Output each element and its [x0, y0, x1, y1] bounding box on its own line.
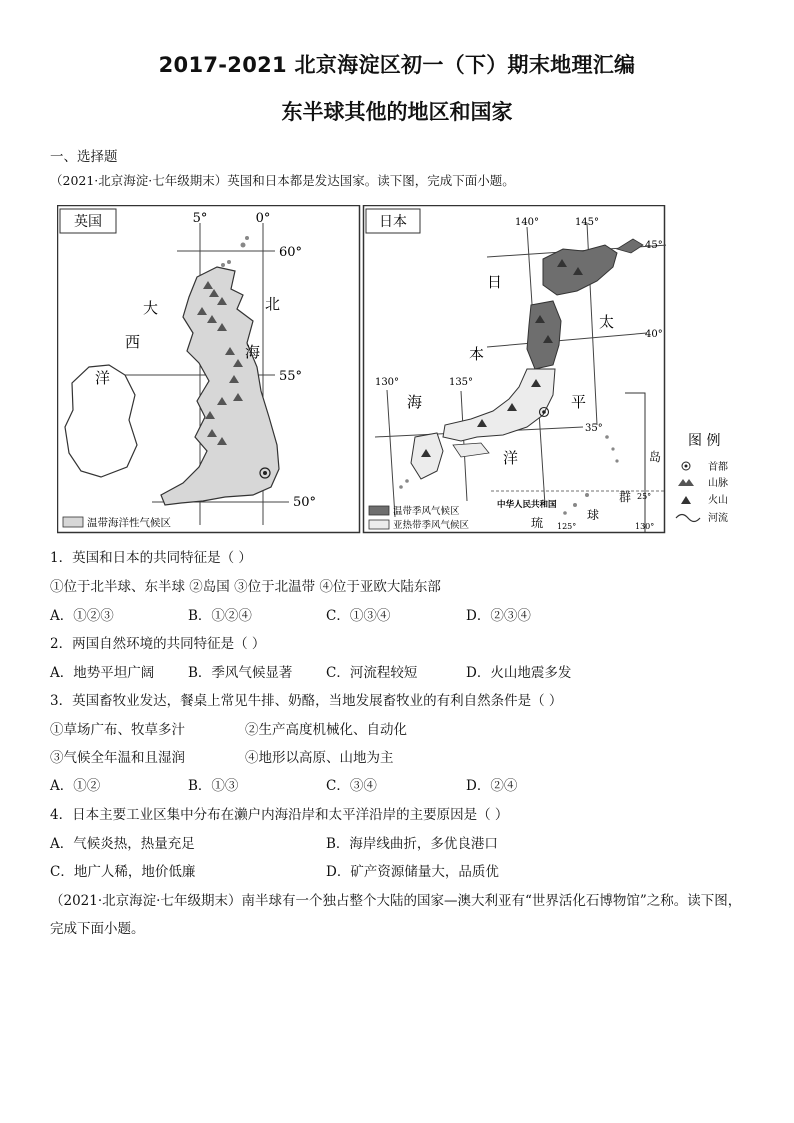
q3-statement-4: ④地形以高原、山地为主	[245, 750, 394, 766]
jp-lat: 35°	[585, 423, 603, 434]
q3-option-c[interactable]: C．③④	[326, 778, 377, 794]
uk-lat-55: 55°	[279, 369, 303, 384]
jp-legend-temperate: 温带季风气候区	[393, 506, 460, 517]
legend-title: 图 例	[688, 433, 721, 449]
q3-statement-2: ②生产高度机械化、自动化	[245, 722, 407, 738]
q1-option-b[interactable]: B．①②④	[188, 608, 252, 624]
map-legend	[672, 428, 742, 533]
page-title: 2017-2021 北京海淀区初一（下）期末地理汇编	[158, 53, 636, 77]
q1-option-a[interactable]: A．①②③	[50, 608, 114, 624]
question-4-stem: 4．日本主要工业区集中分布在濑户内海沿岸和太平洋沿岸的主要原因是（ ）	[50, 807, 509, 823]
river-icon	[676, 515, 700, 522]
uk-lat-50: 50°	[293, 495, 317, 510]
q3-option-b[interactable]: B．①③	[188, 778, 239, 794]
q1-option-d[interactable]: D．②③④	[466, 608, 531, 624]
q4-option-b[interactable]: B．海岸线曲折，多优良港口	[326, 836, 498, 852]
q3-option-a[interactable]: A．①②	[50, 778, 101, 794]
q4-option-a[interactable]: A．气候炎热，热量充足	[50, 836, 195, 852]
q2-option-a[interactable]: A．地势平坦广阔	[50, 665, 155, 681]
q1-option-c[interactable]: C．①③④	[326, 608, 391, 624]
uk-sea-label: 大	[143, 299, 159, 317]
ryukyu-label: 球	[587, 508, 600, 522]
jp-pacific-label: 平	[571, 393, 587, 411]
uk-japan-map-figure	[57, 205, 666, 535]
page-subtitle: 东半球其他的地区和国家	[281, 100, 513, 124]
question-3-stem: 3．英国畜牧业发达，餐桌上常见牛排、奶酪，当地发展畜牧业的有利自然条件是（ ）	[50, 693, 563, 709]
uk-map-label: 英国	[74, 214, 102, 230]
legend-mountain: 山脉	[708, 478, 728, 489]
jp-small-lon: 130°	[635, 522, 655, 531]
jp-sea-label: 日	[487, 273, 503, 291]
intro-text-1: （2021·北京海淀·七年级期末）英国和日本都是发达国家。读下图，完成下面小题。	[50, 173, 515, 188]
volcano-icon	[681, 496, 691, 504]
uk-lat-60: 60°	[279, 245, 303, 260]
jp-lat: 40°	[645, 329, 663, 340]
q2-option-d[interactable]: D．火山地震多发	[466, 665, 572, 681]
ryukyu-label: 岛	[649, 450, 662, 464]
q3-statement-1: ①草场广布、牧草多汁	[50, 722, 185, 738]
jp-lon: 140°	[514, 217, 540, 228]
legend-river: 河流	[708, 513, 728, 524]
map-svg	[57, 205, 666, 535]
intro-text-2: （2021·北京海淀·七年级期末）南半球有一个独占整个大陆的国家—澳大利亚有“世界活化石博物馆”之称。读下图，完成下面小题。	[50, 893, 742, 937]
uk-sea-label: 西	[125, 333, 141, 351]
jp-lon: 130°	[374, 377, 400, 388]
jp-small-lat: 25°	[637, 492, 652, 501]
mountain-icon	[678, 479, 694, 486]
ryukyu-label: 琉	[531, 516, 544, 530]
jp-lon: 145°	[574, 217, 600, 228]
jp-small-lon: 125°	[557, 522, 577, 531]
jp-legend-subtropical: 亚热带季风气候区	[393, 520, 470, 531]
jp-pacific-label: 洋	[503, 449, 519, 467]
legend-volcano: 火山	[708, 495, 728, 506]
q4-option-c[interactable]: C．地广人稀，地价低廉	[50, 864, 196, 880]
legend-capital: 首都	[708, 462, 728, 473]
q3-statement-3: ③气候全年温和且湿润	[50, 750, 185, 766]
jp-pacific-label: 太	[599, 313, 615, 331]
uk-lon-5: 5°	[192, 211, 208, 226]
uk-legend-label: 温带海洋性气候区	[87, 517, 171, 529]
jp-sea-label: 海	[407, 393, 423, 411]
question-1-statements: ①位于北半球、东半球 ②岛国 ③位于北温带 ④位于亚欧大陆东部	[50, 579, 441, 595]
uk-sea-label: 北	[265, 295, 281, 313]
china-label: 中华人民共和国	[497, 500, 557, 510]
jp-lon: 135°	[448, 377, 474, 388]
uk-lon-0: 0°	[255, 211, 271, 226]
jp-lat: 45°	[645, 240, 663, 251]
q2-option-b[interactable]: B．季风气候显著	[188, 665, 293, 681]
capital-icon	[685, 465, 688, 468]
jp-sea-label: 本	[469, 345, 485, 363]
uk-sea-label: 洋	[95, 369, 111, 387]
question-1-stem: 1．英国和日本的共同特征是（ ）	[50, 550, 252, 566]
q3-option-d[interactable]: D．②④	[466, 778, 518, 794]
uk-sea-label: 海	[245, 343, 261, 361]
japan-map-label: 日本	[379, 214, 407, 230]
q4-option-d[interactable]: D．矿产资源储量大，品质优	[326, 864, 499, 880]
ryukyu-label: 群	[619, 490, 632, 504]
q2-option-c[interactable]: C．河流程较短	[326, 665, 418, 681]
section-heading: 一、选择题	[50, 149, 118, 165]
question-2-stem: 2．两国自然环境的共同特征是（ ）	[50, 636, 266, 652]
